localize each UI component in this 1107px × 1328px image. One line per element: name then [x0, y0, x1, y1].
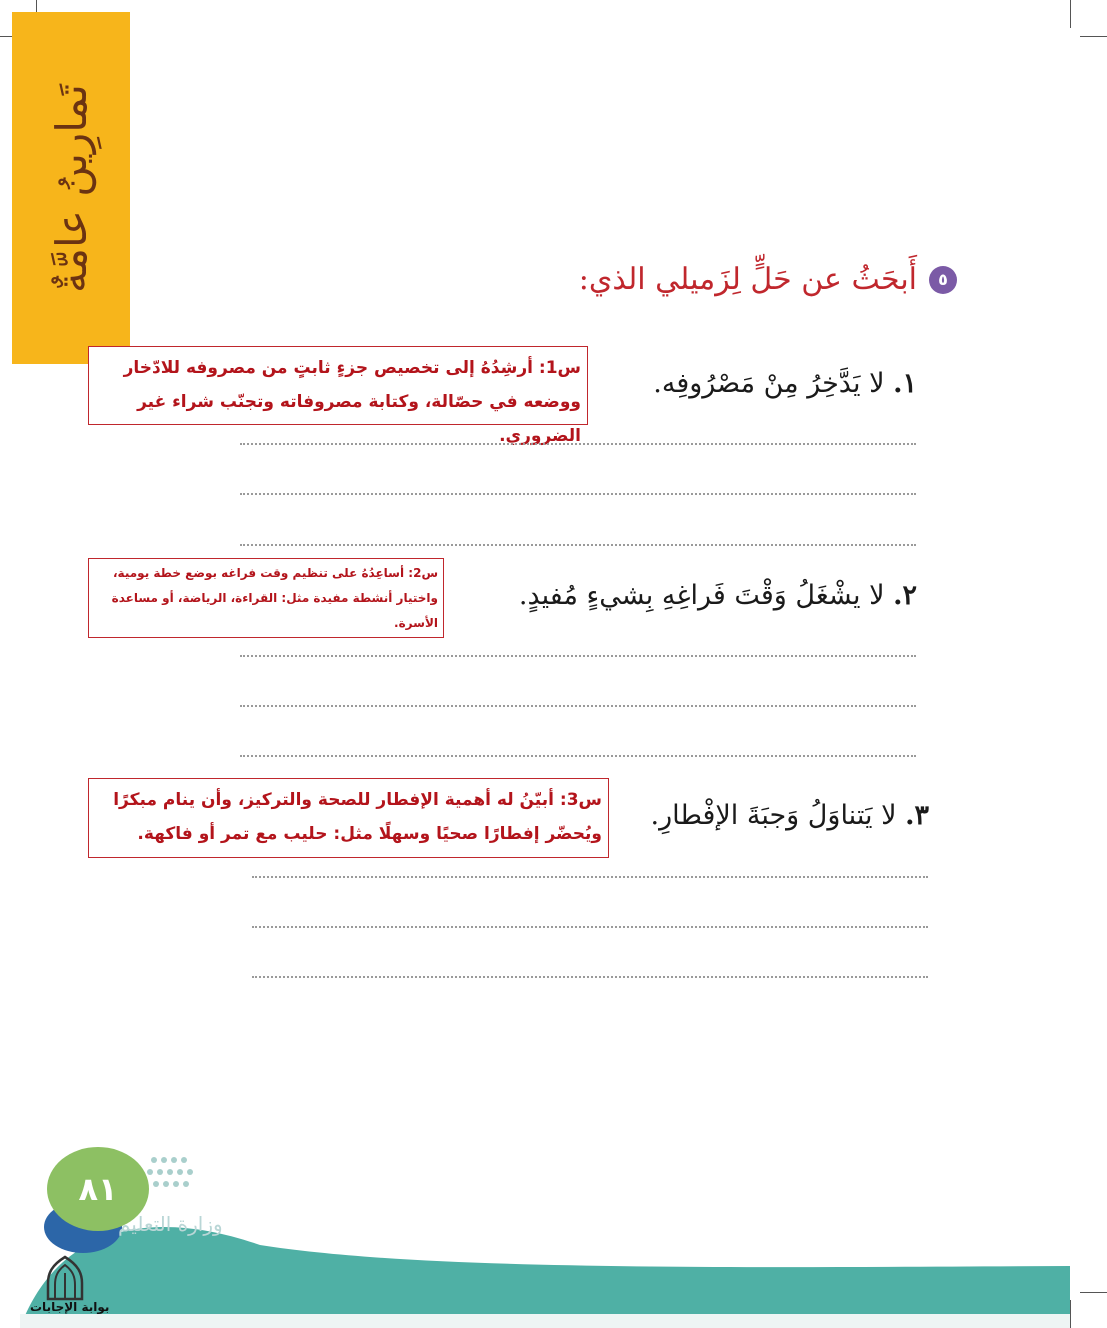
side-tab-title-wrap	[12, 12, 130, 364]
answer-2-label: س2:	[408, 566, 438, 580]
answer-box-2	[88, 558, 444, 638]
answer-box-3	[88, 778, 609, 858]
answer-2-text: أساعِدُهُ على تنظيم وقت فراغه بوضع خطة يومية، واختيار أنشطة مفيدة مثل: القراءة، الرياضة، أو مساعدة الأسرة.	[111, 566, 438, 630]
item-1	[653, 368, 917, 399]
site-logo-icon	[40, 1255, 90, 1303]
exercise-number-badge: ٥	[929, 266, 957, 294]
site-label: بوابة الإجابات	[30, 1300, 110, 1314]
ministry-name: وزارة التعليم	[118, 1212, 223, 1236]
crop-mark	[1080, 36, 1107, 37]
item-3-number: ٣.	[905, 800, 929, 831]
answer-line	[240, 755, 916, 757]
page-number: ٨١	[47, 1147, 149, 1231]
side-tab-title: تَمارِينُ عامَّةٌ	[46, 83, 96, 293]
answer-box-1	[88, 346, 588, 446]
item-1-text: لا يَدَّخِرُ مِنْ مَصْرُوفِه.	[653, 368, 885, 399]
answer-3-label: س3:	[559, 790, 602, 810]
answer-line	[252, 876, 928, 878]
answer-line	[240, 655, 916, 657]
answer-line	[240, 443, 916, 445]
exercise-heading-text: أَبحَثُ عن حَلٍّ لِزَميلي الذي:	[578, 262, 917, 297]
item-1-number: ١.	[893, 368, 917, 399]
answer-1-text: أرشِدُهُ إلى تخصيص جزءٍ ثابتٍ من مصروفه للادّخار ووضعه في حصّالة، وكتابة مصروفاته وتجنّب شراء غير الضروري.	[123, 358, 581, 446]
answer-1-label: س1:	[538, 358, 581, 378]
item-2-text: لا يشْغَلُ وَقْتَ فَراغِهِ بِشيءٍ مُفيدٍ.	[518, 580, 885, 611]
exercise-heading	[579, 262, 957, 297]
item-2-number: ٢.	[893, 580, 917, 611]
answer-3-text: أبيّنُ له أهمية الإفطار للصحة والتركيز، وأن ينام مبكرًا ويُحضّر إفطارًا صحيًا وسهلًا مثل: حليب مع تمر أو فاكهة.	[113, 790, 602, 844]
answer-line	[240, 493, 916, 495]
item-2	[519, 580, 917, 611]
answer-line	[240, 705, 916, 707]
item-3-text: لا يَتناوَلُ وَجبَةَ الإفْطارِ.	[650, 800, 897, 831]
answer-line	[240, 544, 916, 546]
answer-line	[252, 926, 928, 928]
answer-line	[252, 976, 928, 978]
item-3	[650, 800, 929, 831]
crop-mark	[1070, 0, 1071, 28]
